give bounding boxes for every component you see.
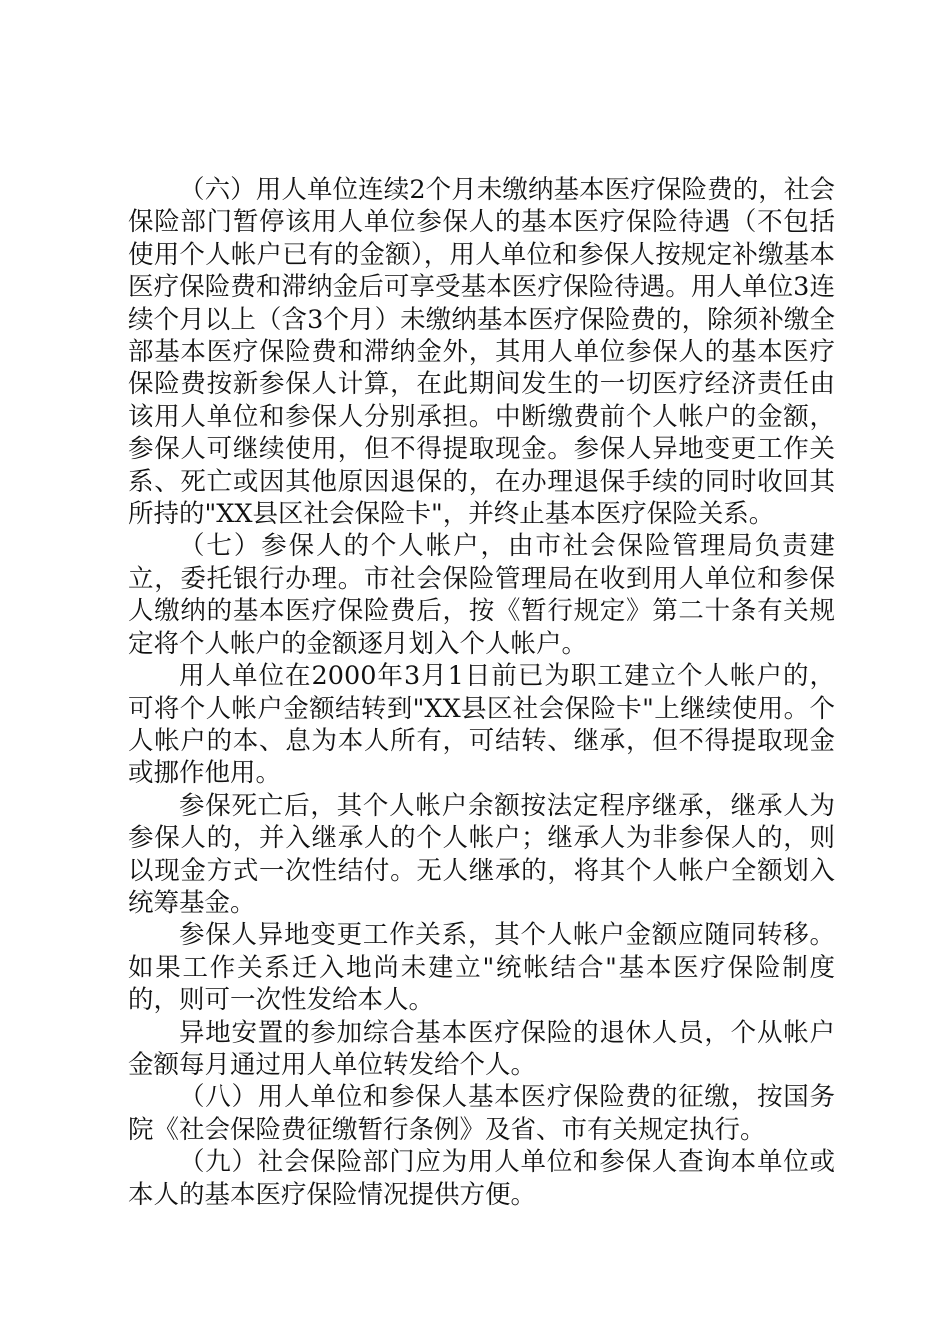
paragraph-6: （六）用人单位连续2个月未缴纳基本医疗保险费的，社会保险部门暂停该用人单位参保人的基本医疗保险待遇（不包括使用个人帐户已有的金额），用人单位和参保人按规定补缴基本医疗保险费和滞纳金后可享受基本医疗保险待遇。用人单位3连续个月以上（含3个月）未缴纳基本医疗保险费的，除须补缴全部基本医疗保险费和滞纳金外，其用人单位参保人的基本医疗保险费按新参保人计算，在此期间发生的一切医疗经济责任由该用人单位和参保人分别承担。中断缴费前个人帐户的金额，参保人可继续使用，但不得提取现金。参保人异地变更工作关系、死亡或因其他原因退保的，在办理退保手续的同时收回其所持的"XX县区社会保险卡"，并终止基本医疗保险关系。: [128, 175, 835, 530]
paragraph-7-carryover: 用人单位在2000年3月1日前已为职工建立个人帐户的，可将个人帐户金额结转到"XX县区社会保险卡"上继续使用。个人帐户的本、息为本人所有，可结转、继承，但不得提取现金或挪作他用。: [128, 661, 835, 789]
paragraph-7: （七）参保人的个人帐户，由市社会保险管理局负责建立，委托银行办理。市社会保险管理局在收到用人单位和参保人缴纳的基本医疗保险费后，按《暂行规定》第二十条有关规定将个人帐户的金额逐月划入个人帐户。: [128, 531, 835, 659]
paragraph-7-transfer: 参保人异地变更工作关系，其个人帐户金额应随同转移。如果工作关系迁入地尚未建立"统帐结合"基本医疗保险制度的，则可一次性发给本人。: [128, 920, 835, 1016]
paragraph-7-retirees: 异地安置的参加综合基本医疗保险的退休人员，个从帐户金额每月通过用人单位转发给个人。: [128, 1017, 835, 1080]
document-body: [128, 174, 835, 1211]
paragraph-7-inheritance: 参保死亡后，其个人帐户余额按法定程序继承，继承人为参保人的，并入继承人的个人帐户；继承人为非参保人的，则以现金方式一次性结付。无人继承的，将其个人帐户全额划入统筹基金。: [128, 790, 835, 918]
paragraph-9: （九）社会保险部门应为用人单位和参保人查询本单位或本人的基本医疗保险情况提供方便。: [128, 1147, 835, 1210]
paragraph-8: （八）用人单位和参保人基本医疗保险费的征缴，按国务院《社会保险费征缴暂行条例》及省、市有关规定执行。: [128, 1082, 835, 1145]
